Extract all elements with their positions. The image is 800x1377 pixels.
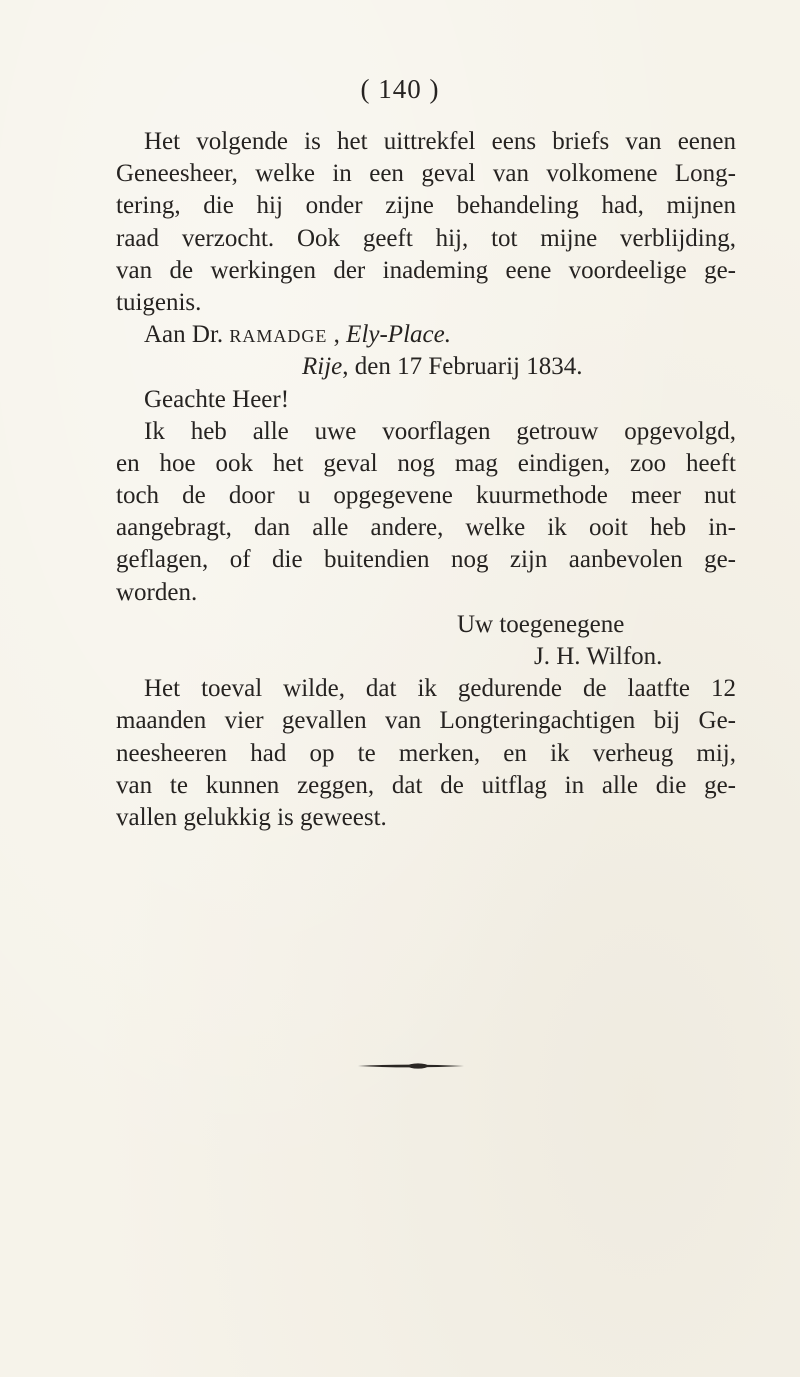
ornamental-divider bbox=[356, 1062, 466, 1070]
letter-date bbox=[116, 351, 736, 383]
paragraph-3-line-4: van te kunnen zeggen, dat de uitflag in alle die ge- bbox=[116, 771, 736, 799]
letter-signature: J. H. Wilfon. bbox=[534, 643, 663, 670]
address-name: ramadge bbox=[229, 321, 328, 349]
letter-greeting: Geachte Heer! bbox=[144, 385, 290, 413]
date-text: , den 17 Februarij 1834. bbox=[342, 353, 583, 381]
paragraph-2-line-4: aangebragt, dan alle andere, welke ik ooit heb in- bbox=[116, 514, 736, 542]
paragraph-3-line-5: vallen gelukkig is geweest. bbox=[116, 803, 387, 831]
letter-closing: Uw toegenegene bbox=[457, 610, 625, 638]
paragraph-1-line-5: van de werkingen der inademing eene voordeelige ge- bbox=[116, 256, 736, 284]
paragraph-2-line-6: worden. bbox=[116, 578, 198, 606]
paragraph-1-line-2: Geneesheer, welke in een geval van volkomene Long- bbox=[116, 160, 736, 188]
page-number: ( 140 ) bbox=[360, 74, 440, 104]
paragraph-1-line-4: raad verzocht. Ook geeft hij, tot mijne verblijding, bbox=[116, 224, 736, 252]
address-separator: , bbox=[327, 321, 347, 349]
paragraph-3-line-1: Het toeval wilde, dat ik gedurende de laatfte 12 bbox=[144, 675, 736, 703]
letter-address bbox=[116, 319, 736, 351]
paragraph-2-line-1: Ik heb alle uwe voorflagen getrouw opgevolgd, bbox=[144, 417, 736, 445]
paragraph-1-line-3: tering, die hij onder zijne behandeling had, mijnen bbox=[116, 192, 736, 220]
paragraph-1-line-1: Het volgende is het uittrekfel eens briefs van eenen bbox=[144, 128, 736, 155]
paragraph-2-line-3: toch de door u opgegevene kuurmethode meer nut bbox=[116, 482, 736, 510]
address-place: Ely-Place. bbox=[346, 321, 451, 349]
address-prefix: Aan Dr. bbox=[144, 321, 224, 349]
page-text bbox=[116, 126, 736, 834]
paragraph-2-line-2: en hoe ook het geval nog mag eindigen, zoo heeft bbox=[116, 449, 736, 477]
date-place: Rije bbox=[302, 353, 343, 381]
paragraph-1-line-6: tuigenis. bbox=[116, 288, 202, 316]
paragraph-2-line-5: geflagen, of die buitendien nog zijn aanbevolen ge- bbox=[116, 546, 736, 574]
paragraph-3-line-2: maanden vier gevallen van Longteringachtigen bij Ge- bbox=[116, 707, 736, 735]
paragraph-3-line-3: neesheeren had op te merken, en ik verheug mij, bbox=[116, 739, 736, 767]
